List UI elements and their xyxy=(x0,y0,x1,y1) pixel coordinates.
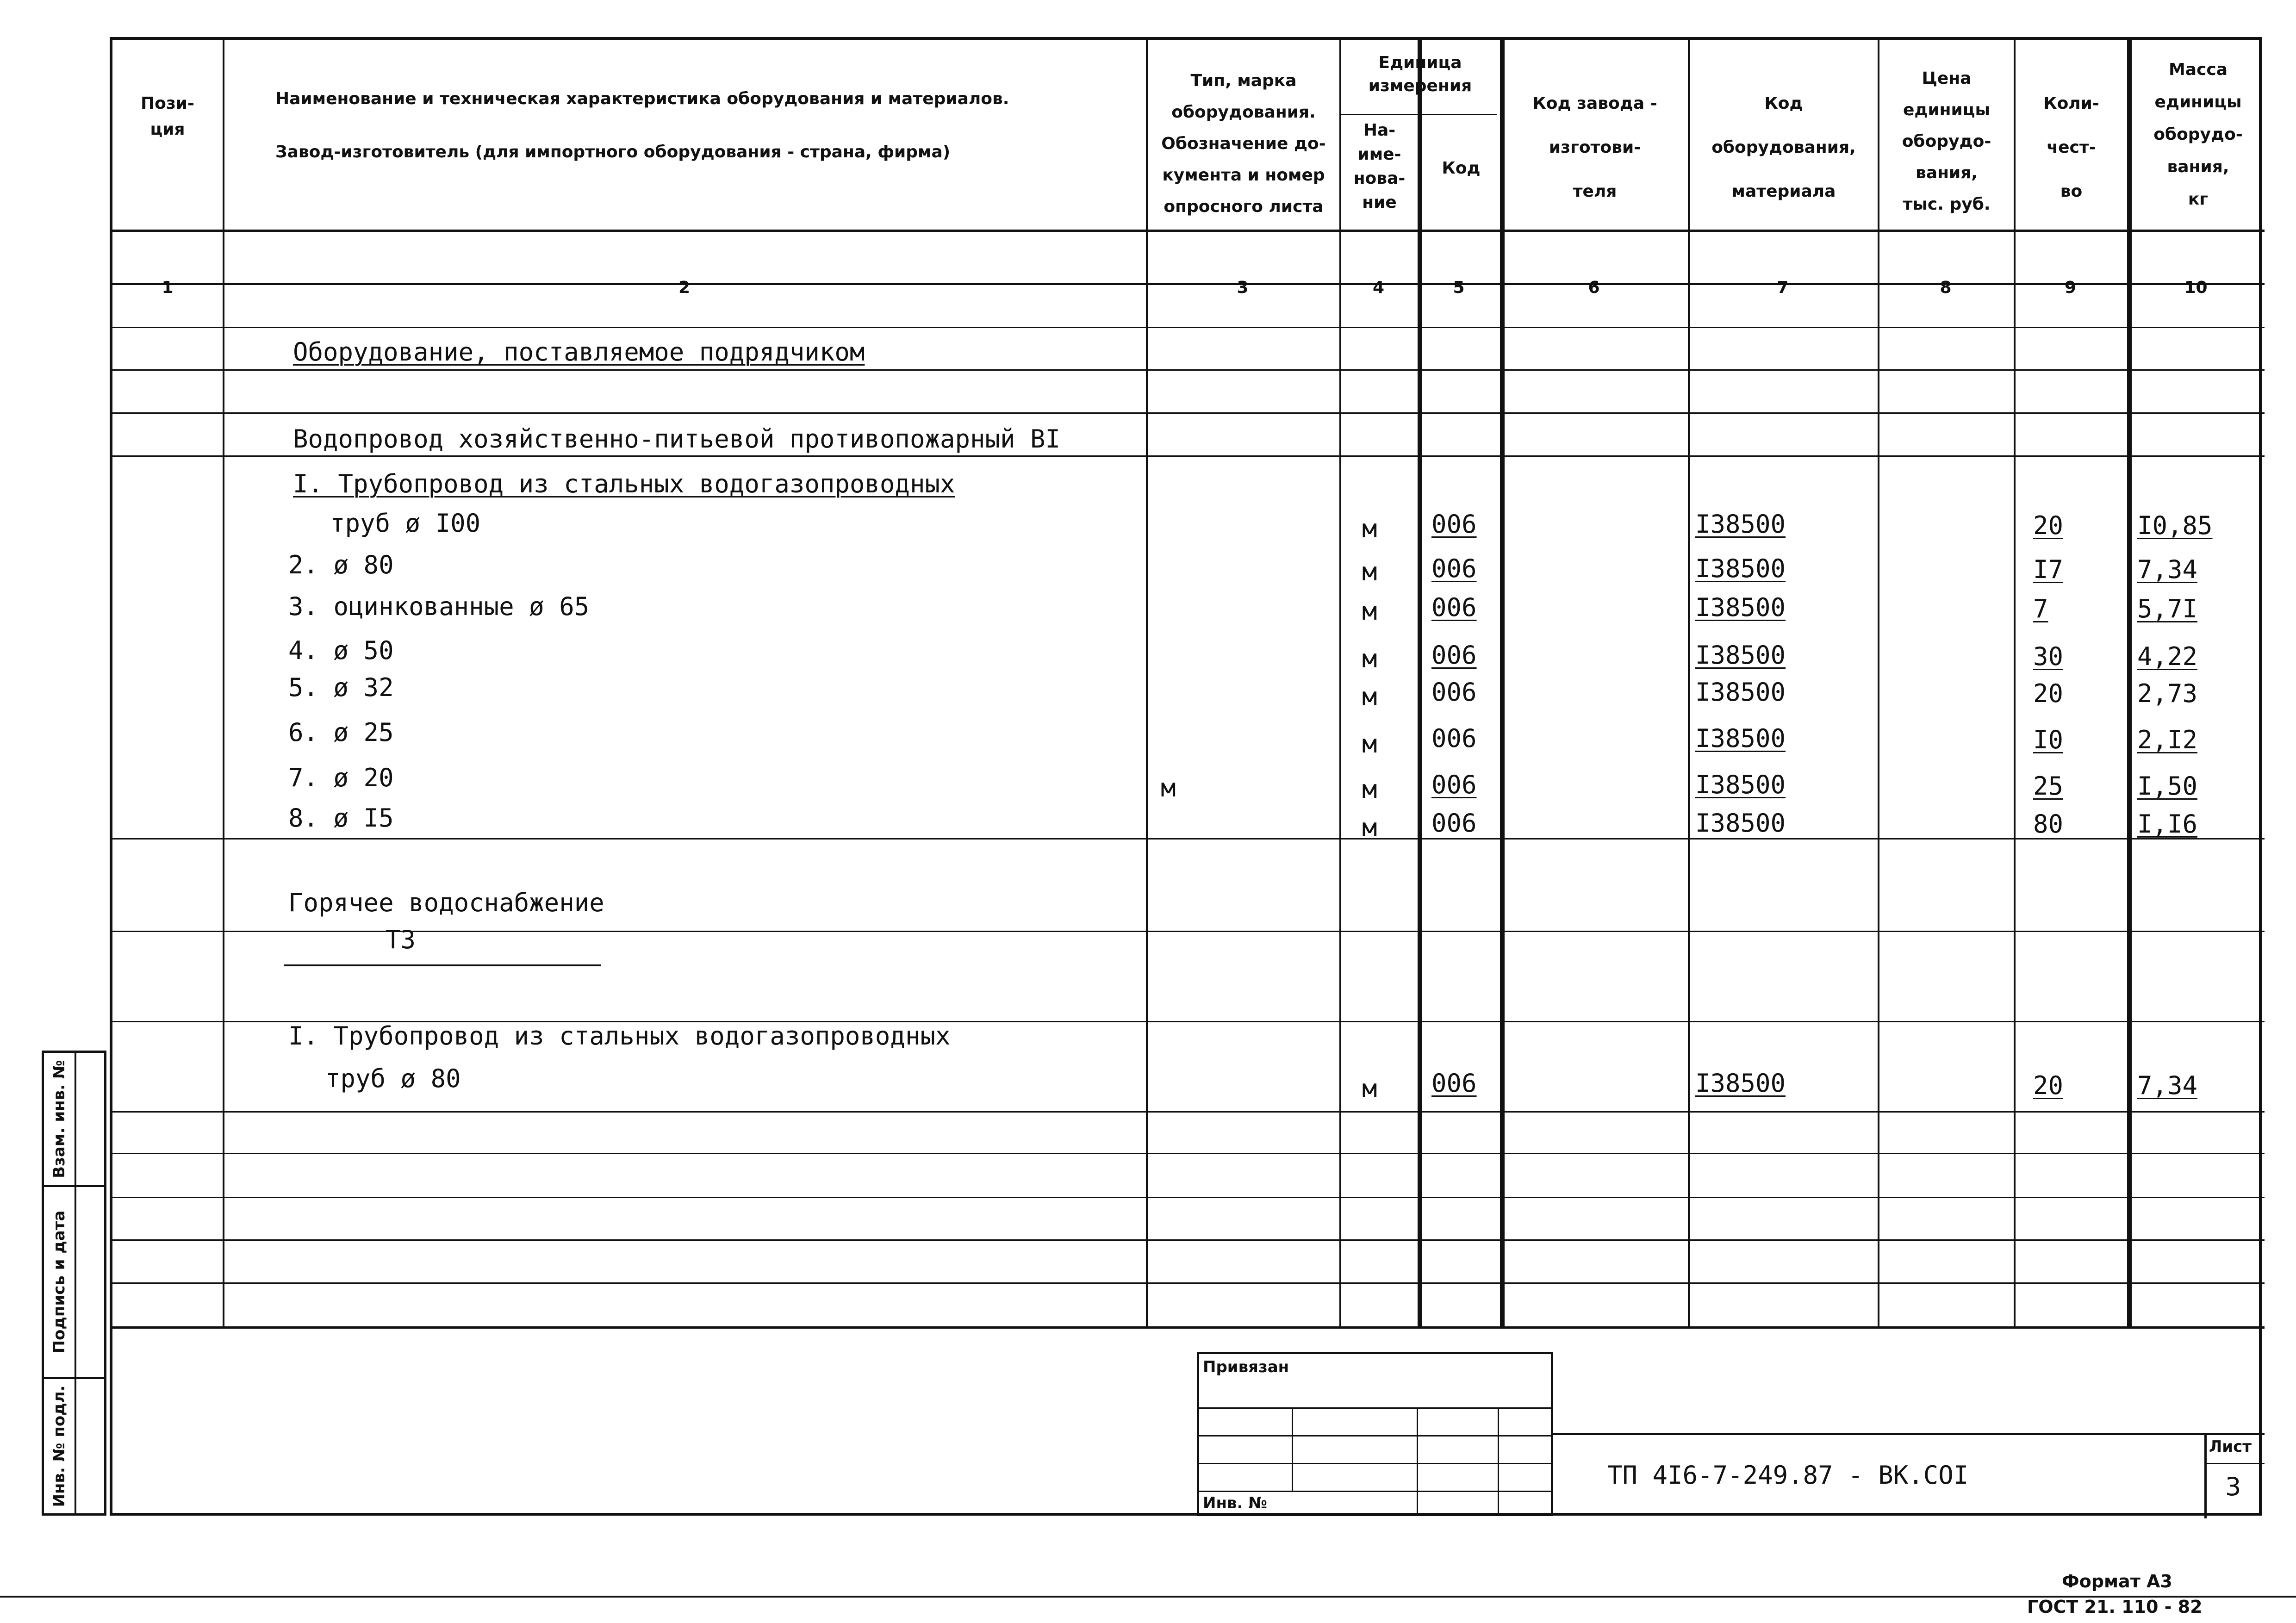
quantity: 20 xyxy=(2033,511,2064,540)
row-line xyxy=(112,1111,2265,1113)
page-bottom-line xyxy=(0,1596,2296,1598)
col-number: 2 xyxy=(678,278,691,297)
unit-mass: 7,34 xyxy=(2137,1071,2198,1100)
sheet-cell-line xyxy=(2204,1463,2265,1464)
item-heading: I. Трубопровод из стальных водогазопроводных xyxy=(288,1021,951,1051)
unit-mass: I0,85 xyxy=(2137,511,2213,540)
binding-stamp xyxy=(1197,1352,1553,1516)
sheet-number: 3 xyxy=(2225,1472,2241,1501)
row-line xyxy=(112,931,2265,932)
title-block-line xyxy=(1551,1433,2265,1435)
col-number: 1 xyxy=(162,278,174,297)
col-number: 6 xyxy=(1588,278,1600,297)
side-label-replaced: Взам. инв. № xyxy=(50,1059,68,1178)
row-line xyxy=(112,1282,2265,1284)
row-line xyxy=(112,412,2265,414)
item-name: 2. ø 80 xyxy=(288,550,394,579)
unit-code: 006 xyxy=(1431,554,1477,583)
unit-mass: 5,7I xyxy=(2137,594,2198,623)
unit-name: м xyxy=(1362,775,1377,804)
sheet-label: Лист xyxy=(2209,1437,2252,1456)
gost-label: ГОСТ 21. 110 - 82 xyxy=(2027,1597,2203,1617)
quantity: 25 xyxy=(2033,771,2064,801)
col-number: 8 xyxy=(1940,278,1952,297)
unit-name: м xyxy=(1362,557,1377,586)
header-quantity: Коли- чест- во xyxy=(2043,94,2099,201)
unit-code: 006 xyxy=(1431,640,1477,670)
quantity: 80 xyxy=(2033,809,2064,839)
row-line xyxy=(112,1197,2265,1198)
col-number: 9 xyxy=(2064,278,2077,297)
equipment-code: I38500 xyxy=(1695,593,1786,622)
col-divider xyxy=(1146,40,1148,1326)
format-label: Формат А3 xyxy=(2062,1571,2172,1592)
equipment-code: I38500 xyxy=(1695,724,1786,753)
header-unit-group: Единица измерения xyxy=(1368,53,1472,95)
unit-name: м xyxy=(1362,1074,1377,1103)
unit-code: 006 xyxy=(1431,724,1477,753)
row-line xyxy=(112,1153,2265,1154)
header-equipment-code: Код оборудования, материала xyxy=(1711,94,1856,201)
col-number: 4 xyxy=(1372,278,1385,297)
unit-code: 006 xyxy=(1431,770,1477,799)
section-title: Оборудование, поставляемое подрядчиком xyxy=(293,337,865,367)
binding-label: Привязан xyxy=(1203,1358,1289,1376)
item-name: 4. ø 50 xyxy=(288,636,394,665)
unit-name: м xyxy=(1362,813,1377,842)
row-line xyxy=(112,1239,2265,1241)
item-heading: I. Трубопровод из стальных водогазопроводных xyxy=(293,469,955,498)
header-factory-code: Код завода - изготови- теля xyxy=(1532,94,1657,201)
item-name: 8. ø I5 xyxy=(288,803,394,833)
quantity: I0 xyxy=(2033,725,2064,754)
col-number: 7 xyxy=(1777,278,1789,297)
stamp-divider xyxy=(1417,1407,1418,1516)
item-name: 6. ø 25 xyxy=(288,718,394,747)
unit-mass: I,50 xyxy=(2137,771,2198,801)
type-mark: м xyxy=(1161,773,1176,802)
equipment-code: I38500 xyxy=(1695,640,1786,670)
system-code-underline xyxy=(284,964,601,966)
unit-mass: 4,22 xyxy=(2137,642,2198,671)
unit-group-line xyxy=(1339,114,1497,115)
header-position: Пози- ция xyxy=(141,94,194,139)
stamp-divider xyxy=(1292,1407,1293,1491)
item-name: 5. ø 32 xyxy=(288,673,394,702)
header-unit-mass: Масса единицы оборудо- вания, кг xyxy=(2153,60,2243,209)
quantity: I7 xyxy=(2033,555,2064,584)
side-label-original: Инв. № подл. xyxy=(50,1385,68,1507)
header-type-mark: Тип, марка оборудования. Обозначение до- кумента и номер опросного листа xyxy=(1161,71,1326,216)
col-divider xyxy=(223,40,224,1326)
quantity: 30 xyxy=(2033,642,2064,671)
unit-code: 006 xyxy=(1431,1069,1477,1098)
item-name: труб ø 80 xyxy=(325,1064,461,1093)
header-unit-name: На- име- нова- ние xyxy=(1353,121,1406,212)
system-code: Т3 xyxy=(386,925,416,954)
side-label-signature: Подпись и дата xyxy=(50,1210,68,1354)
unit-name: м xyxy=(1362,644,1377,673)
unit-mass: I,I6 xyxy=(2137,809,2198,839)
system-title: Водопровод хозяйственно-питьевой противопожарный ВI xyxy=(293,424,1061,454)
row-line xyxy=(112,838,2265,839)
unit-name: м xyxy=(1362,682,1377,711)
col-number: 10 xyxy=(2184,278,2208,297)
equipment-code: I38500 xyxy=(1695,554,1786,583)
col-divider xyxy=(1878,40,1879,1326)
unit-name: м xyxy=(1362,597,1377,626)
header-unit-price: Цена единицы оборудо- вания, тыс. руб. xyxy=(1902,69,1991,214)
document-code: ТП 4I6-7-249.87 - ВК.СОI xyxy=(1607,1461,1969,1490)
equipment-code: I38500 xyxy=(1695,770,1786,799)
equipment-code: I38500 xyxy=(1695,510,1786,539)
side-stamp-original xyxy=(42,1377,106,1516)
system-title: Горячее водоснабжение xyxy=(288,888,604,917)
unit-mass: 2,73 xyxy=(2137,679,2198,708)
unit-code: 006 xyxy=(1431,678,1477,707)
side-stamp-signature xyxy=(42,1185,106,1379)
equipment-code: I38500 xyxy=(1695,678,1786,707)
unit-name: м xyxy=(1362,514,1377,543)
item-name: 7. ø 20 xyxy=(288,763,394,792)
col-divider xyxy=(1688,40,1690,1326)
sheet-cell-divider xyxy=(2204,1433,2207,1518)
row-line xyxy=(112,327,2265,328)
equipment-code: I38500 xyxy=(1695,1069,1786,1098)
item-name: 3. оцинкованные ø 65 xyxy=(288,592,590,621)
unit-code: 006 xyxy=(1431,593,1477,622)
side-stamp-replaced xyxy=(42,1051,106,1187)
col-number: 5 xyxy=(1453,278,1465,297)
equipment-code: I38500 xyxy=(1695,808,1786,838)
col-divider xyxy=(1418,40,1422,1326)
col-divider xyxy=(2014,40,2016,1326)
unit-code: 006 xyxy=(1431,510,1477,539)
header-name-line1: Наименование и техническая характеристика оборудования и материалов. xyxy=(275,89,1009,108)
stamp-divider xyxy=(1498,1407,1499,1516)
quantity: 20 xyxy=(2033,1071,2064,1100)
unit-name: м xyxy=(1362,729,1377,759)
header-unit-code: Код xyxy=(1442,159,1481,178)
unit-mass: 2,I2 xyxy=(2137,725,2198,754)
table-bottom-line xyxy=(112,1326,2265,1329)
item-name: труб ø I00 xyxy=(330,509,481,538)
col-divider xyxy=(1339,40,1341,1326)
unit-code: 006 xyxy=(1431,808,1477,838)
row-line xyxy=(112,455,2265,457)
quantity: 7 xyxy=(2033,594,2048,623)
unit-mass: 7,34 xyxy=(2137,555,2198,584)
inv-number-label: Инв. № xyxy=(1203,1494,1268,1512)
col-number: 3 xyxy=(1237,278,1249,297)
col-divider xyxy=(1500,40,1505,1326)
specification-table xyxy=(110,37,2262,1516)
row-line xyxy=(112,369,2265,371)
header-name-line2: Завод-изготовитель (для импортного оборудования - страна, фирма) xyxy=(275,143,951,162)
header-bottom-line xyxy=(112,230,2265,232)
quantity: 20 xyxy=(2033,679,2064,708)
col-divider xyxy=(2127,40,2132,1326)
